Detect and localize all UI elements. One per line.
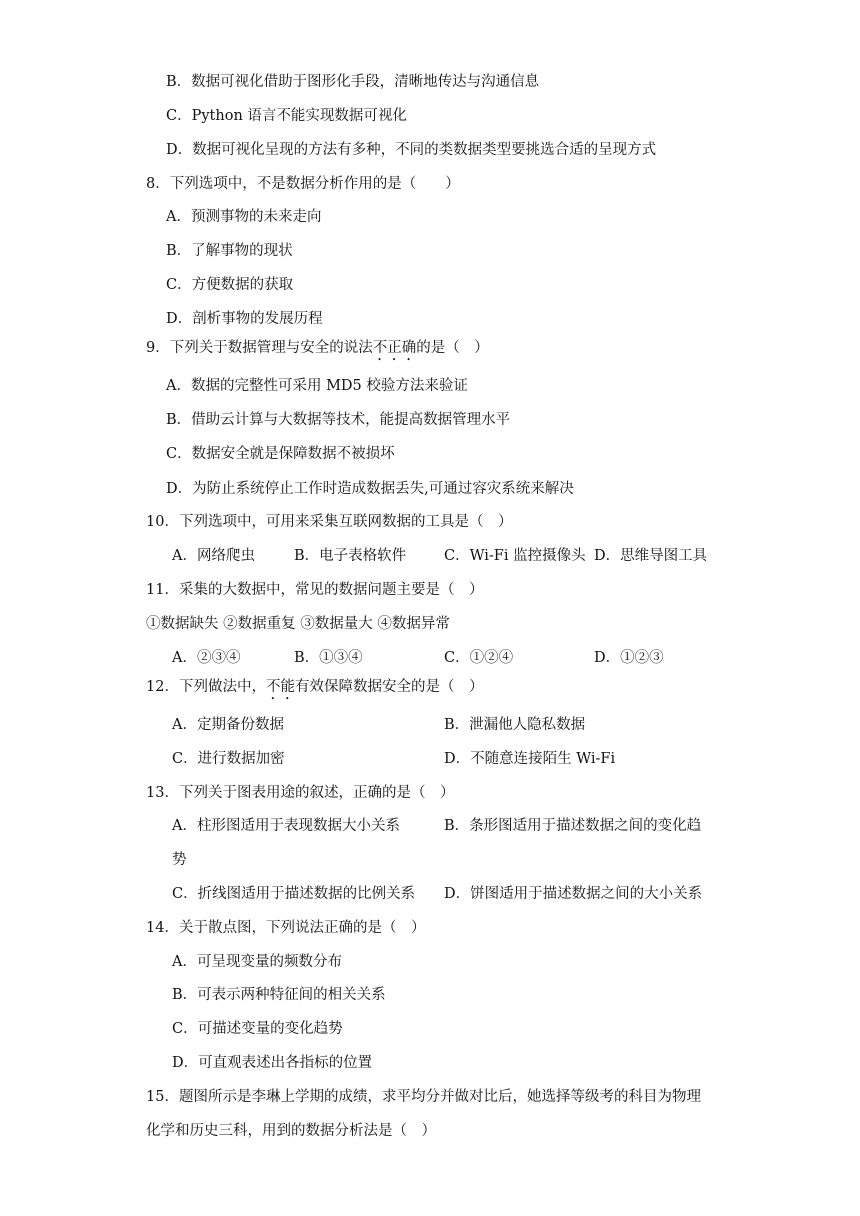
q10-option-d: D．思维导图工具 xyxy=(594,548,708,564)
q14-option-a: A．可呈现变量的频数分布 xyxy=(172,954,342,970)
q13-option-c: C．折线图适用于描述数据的比例关系 xyxy=(172,886,416,902)
q9-stem-suffix: 的是（ ） xyxy=(416,340,489,356)
q10-option-c: C．Wi-Fi 监控摄像头 xyxy=(444,548,586,564)
q11-option-d: D．①②③ xyxy=(594,650,664,666)
q12-stem-prefix: 12．下列做法中， xyxy=(146,679,266,695)
q12-stem xyxy=(146,677,483,703)
q12-option-c: C．进行数据加密 xyxy=(172,751,285,767)
q10-stem: 10．下列选项中，可用来采集互联网数据的工具是（ ） xyxy=(146,514,513,530)
q8-option-a: A．预测事物的未来走向 xyxy=(166,209,322,225)
q15-stem-line2: 化学和历史三科，用到的数据分析法是（ ） xyxy=(146,1123,436,1139)
q13-option-d: D．饼图适用于描述数据之间的大小关系 xyxy=(444,886,703,902)
q15-stem-line1: 15．题图所示是李琳上学期的成绩，求平均分并做对比后，她选择等级考的科目为物理 xyxy=(146,1089,701,1105)
q9-stem xyxy=(146,338,489,364)
q10-option-a: A．网络爬虫 xyxy=(172,548,255,564)
q9-option-d: D．为防止系统停止工作时造成数据丢失,可通过容灾系统来解决 xyxy=(166,481,574,497)
q11-items: ①数据缺失 ②数据重复 ③数据量大 ④数据异常 xyxy=(146,616,450,632)
q7-option-b: B．数据可视化借助于图形化手段，清晰地传达与沟通信息 xyxy=(166,74,540,90)
q11-stem: 11．采集的大数据中，常见的数据问题主要是（ ） xyxy=(146,582,484,598)
q12-option-a: A．定期备份数据 xyxy=(172,717,284,733)
q10-option-b: B．电子表格软件 xyxy=(294,548,407,564)
q9-option-a: A．数据的完整性可采用 MD5 校验方法来验证 xyxy=(166,378,468,394)
q11-option-c: C．①②④ xyxy=(444,650,514,666)
q9-option-c: C．数据安全就是保障数据不被损坏 xyxy=(166,446,395,462)
q14-stem: 14．关于散点图，下列说法正确的是（ ） xyxy=(146,920,426,936)
q13-stem: 13．下列关于图表用途的叙述，正确的是（ ） xyxy=(146,785,455,801)
q9-stem-emphasis: 不正确 xyxy=(372,340,417,356)
q13-option-b: B．条形图适用于描述数据之间的变化趋 xyxy=(444,818,702,834)
q14-option-d: D．可直观表述出各指标的位置 xyxy=(172,1055,373,1071)
q8-option-d: D．剖析事物的发展历程 xyxy=(166,311,323,327)
q12-option-b: B．泄漏他人隐私数据 xyxy=(444,717,586,733)
q12-option-d: D．不随意连接陌生 Wi-Fi xyxy=(444,751,616,767)
q7-option-c: C．Python 语言不能实现数据可视化 xyxy=(166,108,407,124)
q11-option-b: B．①③④ xyxy=(294,650,363,666)
q9-option-b: B．借助云计算与大数据等技术，能提高数据管理水平 xyxy=(166,412,511,428)
q9-stem-prefix: 9．下列关于数据管理与安全的说法 xyxy=(146,340,373,356)
q13-option-a: A．柱形图适用于表现数据大小关系 xyxy=(172,818,400,834)
q8-option-b: B．了解事物的现状 xyxy=(166,243,293,259)
q8-stem: 8．下列选项中，不是数据分析作用的是（ ） xyxy=(146,176,460,192)
q12-stem-emphasis: 不能 xyxy=(265,679,295,695)
q14-option-b: B．可表示两种特征间的相关关系 xyxy=(172,987,386,1003)
q7-option-d: D．数据可视化呈现的方法有多种，不同的类数据类型要挑选合适的呈现方式 xyxy=(166,142,657,158)
q8-option-c: C．方便数据的获取 xyxy=(166,277,294,293)
q12-stem-suffix: 有效保障数据安全的是（ ） xyxy=(294,679,484,695)
q11-option-a: A．②③④ xyxy=(172,650,241,666)
q14-option-c: C．可描述变量的变化趋势 xyxy=(172,1021,343,1037)
q13-option-b-wrap: 势 xyxy=(172,852,187,868)
